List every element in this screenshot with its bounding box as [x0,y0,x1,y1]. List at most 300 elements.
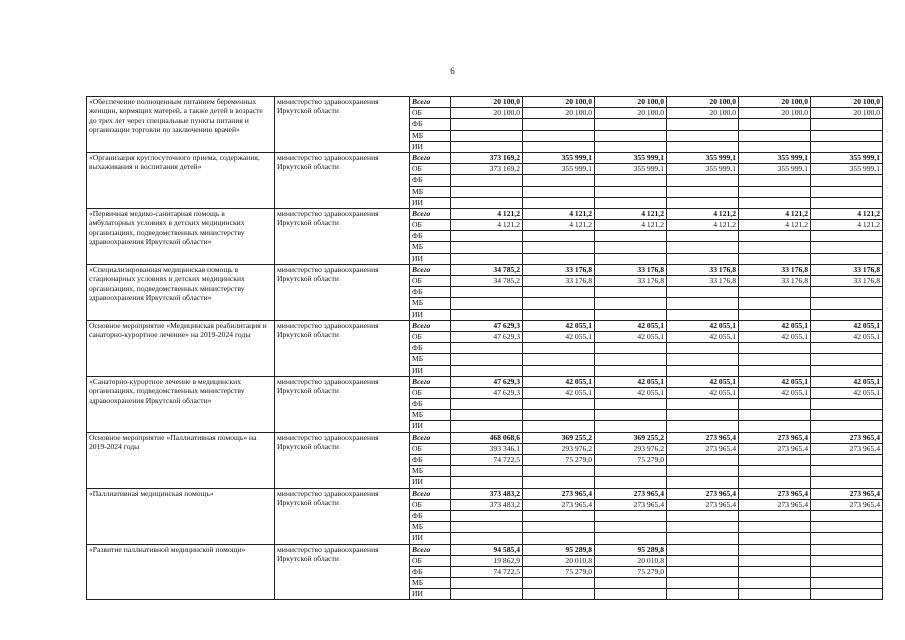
amount-cell: 75 279,0 [523,566,595,577]
amount-cell [739,365,811,376]
amount-cell: 42 055,1 [667,320,739,331]
amount-cell [811,533,883,544]
amount-cell [667,477,739,488]
funding-source-label: ФБ [410,343,451,354]
amount-cell: 33 176,8 [811,264,883,275]
amount-cell [811,197,883,208]
amount-cell [739,287,811,298]
amount-cell [595,298,667,309]
amount-cell [667,544,739,555]
amount-cell [595,578,667,589]
responsible-executor: министерство здравоохранения Иркутской области [275,544,410,600]
amount-cell: 273 965,4 [667,443,739,454]
amount-cell [667,197,739,208]
responsible-executor: министерство здравоохранения Иркутской области [275,208,410,264]
amount-cell: 4 121,2 [523,208,595,219]
amount-cell [811,522,883,533]
amount-cell [811,287,883,298]
amount-cell [667,399,739,410]
amount-cell [595,510,667,521]
funding-source-label: ОБ [410,499,451,510]
amount-cell: 273 965,4 [667,488,739,499]
amount-cell: 42 055,1 [595,387,667,398]
funding-source-label: ОБ [410,331,451,342]
amount-cell [667,298,739,309]
amount-cell [739,119,811,130]
funding-source-label: Всего [410,432,451,443]
amount-cell: 42 055,1 [739,331,811,342]
amount-cell: 4 121,2 [451,220,523,231]
amount-cell: 20 010,8 [595,555,667,566]
responsible-executor: министерство здравоохранения Иркутской области [275,152,410,208]
amount-cell [739,354,811,365]
amount-cell [451,253,523,264]
table-row-total [87,488,883,499]
amount-cell [595,410,667,421]
amount-cell: 42 055,1 [739,376,811,387]
amount-cell [811,421,883,432]
amount-cell: 20 100,0 [451,108,523,119]
amount-cell: 20 100,0 [523,108,595,119]
amount-cell: 355 999,1 [739,152,811,163]
funding-source-label: ОБ [410,555,451,566]
amount-cell: 355 999,1 [667,164,739,175]
amount-cell [451,119,523,130]
amount-cell [523,130,595,141]
amount-cell [667,510,739,521]
amount-cell [595,466,667,477]
amount-cell: 33 176,8 [811,276,883,287]
amount-cell [595,522,667,533]
amount-cell: 34 785,2 [451,264,523,275]
amount-cell: 33 176,8 [667,276,739,287]
amount-cell [811,544,883,555]
amount-cell [811,555,883,566]
amount-cell [451,343,523,354]
amount-cell: 468 068,6 [451,432,523,443]
funding-source-label: МБ [410,298,451,309]
amount-cell [811,466,883,477]
amount-cell: 74 722,5 [451,455,523,466]
amount-cell: 355 999,1 [811,152,883,163]
amount-cell [811,589,883,600]
amount-cell [667,566,739,577]
table-body [87,97,883,600]
funding-source-label: МБ [410,410,451,421]
amount-cell: 273 965,4 [811,432,883,443]
amount-cell: 75 279,0 [595,455,667,466]
amount-cell [451,533,523,544]
amount-cell [811,566,883,577]
table-row-total [87,208,883,219]
amount-cell: 273 965,4 [595,488,667,499]
amount-cell: 75 279,0 [595,566,667,577]
funding-source-label: ИИ [410,589,451,600]
amount-cell: 47 629,3 [451,320,523,331]
amount-cell [667,130,739,141]
amount-cell [523,343,595,354]
amount-cell [811,298,883,309]
amount-cell [595,287,667,298]
amount-cell [523,197,595,208]
amount-cell: 20 010,8 [523,555,595,566]
amount-cell [739,589,811,600]
amount-cell [523,365,595,376]
amount-cell: 293 976,2 [595,443,667,454]
amount-cell [595,421,667,432]
amount-cell [595,589,667,600]
amount-cell: 20 100,0 [667,97,739,108]
amount-cell [667,309,739,320]
amount-cell: 42 055,1 [523,376,595,387]
amount-cell: 42 055,1 [667,376,739,387]
measure-name: «Организация круглосуточного приема, содержания, выхаживания и воспитания детей» [87,152,275,208]
amount-cell: 33 176,8 [595,276,667,287]
amount-cell [811,175,883,186]
amount-cell: 42 055,1 [667,331,739,342]
funding-source-label: ОБ [410,443,451,454]
amount-cell [667,589,739,600]
amount-cell [451,365,523,376]
amount-cell: 33 176,8 [739,276,811,287]
amount-cell: 42 055,1 [811,320,883,331]
amount-cell [523,466,595,477]
funding-source-label: ИИ [410,477,451,488]
funding-source-label: МБ [410,130,451,141]
amount-cell: 355 999,1 [523,164,595,175]
amount-cell [595,119,667,130]
amount-cell [523,421,595,432]
funding-source-label: Всего [410,264,451,275]
measure-name: «Первичная медико-санитарная помощь в амбулаторных условиях в детских медицинских организациях, подведомственных министерству здравоохранения Иркутской области» [87,208,275,264]
amount-cell [739,477,811,488]
amount-cell: 42 055,1 [595,376,667,387]
amount-cell: 355 999,1 [523,152,595,163]
amount-cell [811,242,883,253]
responsible-executor: министерство здравоохранения Иркутской области [275,264,410,320]
amount-cell: 273 965,4 [811,443,883,454]
amount-cell: 33 176,8 [523,276,595,287]
amount-cell: 20 100,0 [739,108,811,119]
amount-cell: 4 121,2 [667,208,739,219]
amount-cell [739,309,811,320]
amount-cell [811,343,883,354]
amount-cell: 34 785,2 [451,276,523,287]
amount-cell [811,510,883,521]
amount-cell [739,522,811,533]
amount-cell: 373 169,2 [451,152,523,163]
amount-cell [739,578,811,589]
amount-cell [667,410,739,421]
amount-cell [739,455,811,466]
amount-cell: 355 999,1 [667,152,739,163]
amount-cell: 95 289,8 [523,544,595,555]
amount-cell [595,399,667,410]
amount-cell [667,354,739,365]
amount-cell [451,410,523,421]
table-row-total [87,432,883,443]
funding-source-label: Всего [410,488,451,499]
funding-source-label: МБ [410,354,451,365]
amount-cell: 355 999,1 [595,164,667,175]
amount-cell [667,578,739,589]
measure-name: Основное мероприятие «Паллиативная помощь» на 2019-2024 годы [87,432,275,488]
amount-cell: 293 976,2 [523,443,595,454]
amount-cell: 4 121,2 [595,220,667,231]
amount-cell [595,477,667,488]
amount-cell [523,231,595,242]
amount-cell [811,365,883,376]
amount-cell [523,522,595,533]
amount-cell [739,510,811,521]
amount-cell [451,477,523,488]
amount-cell: 373 169,2 [451,164,523,175]
amount-cell: 373 483,2 [451,488,523,499]
amount-cell: 355 999,1 [595,152,667,163]
amount-cell [667,555,739,566]
amount-cell [811,119,883,130]
amount-cell: 19 862,9 [451,555,523,566]
responsible-executor: министерство здравоохранения Иркутской области [275,320,410,376]
amount-cell: 369 255,2 [523,432,595,443]
amount-cell [523,141,595,152]
funding-source-label: ФБ [410,287,451,298]
funding-source-label: ОБ [410,164,451,175]
funding-source-label: МБ [410,186,451,197]
amount-cell [523,119,595,130]
amount-cell: 273 965,4 [811,499,883,510]
amount-cell [451,589,523,600]
funding-source-label: Всего [410,208,451,219]
amount-cell: 4 121,2 [739,220,811,231]
page-number: 6 [450,66,455,76]
amount-cell [667,466,739,477]
amount-cell: 4 121,2 [811,208,883,219]
measure-name: «Развитие паллиативной медицинской помощи» [87,544,275,600]
amount-cell [739,466,811,477]
amount-cell: 355 999,1 [811,164,883,175]
amount-cell [667,242,739,253]
amount-cell [451,231,523,242]
amount-cell [595,197,667,208]
measure-name: «Санаторно-курортное лечение в медицинских организациях, подведомственных министерству здравоохранения Иркутской области» [87,376,275,432]
funding-source-label: ИИ [410,365,451,376]
funding-source-label: ИИ [410,533,451,544]
funding-source-label: ИИ [410,253,451,264]
amount-cell [739,410,811,421]
funding-source-label: ФБ [410,231,451,242]
amount-cell: 20 100,0 [667,108,739,119]
amount-cell: 20 100,0 [595,97,667,108]
amount-cell [811,354,883,365]
table-row-total [87,376,883,387]
amount-cell: 42 055,1 [739,320,811,331]
amount-cell: 273 965,4 [523,488,595,499]
amount-cell: 75 279,0 [523,455,595,466]
amount-cell [523,175,595,186]
amount-cell [523,186,595,197]
amount-cell [739,130,811,141]
budget-table [86,96,883,600]
amount-cell [667,533,739,544]
amount-cell [451,175,523,186]
amount-cell [595,253,667,264]
amount-cell [523,589,595,600]
funding-source-label: ФБ [410,566,451,577]
amount-cell: 42 055,1 [523,387,595,398]
funding-source-label: ФБ [410,455,451,466]
amount-cell: 4 121,2 [739,208,811,219]
amount-cell [451,354,523,365]
amount-cell: 4 121,2 [451,208,523,219]
funding-source-label: ОБ [410,220,451,231]
amount-cell [811,455,883,466]
amount-cell [739,231,811,242]
amount-cell [667,365,739,376]
amount-cell [811,130,883,141]
measure-name: «Паллиативная медицинская помощь» [87,488,275,544]
amount-cell: 373 483,2 [451,499,523,510]
amount-cell [523,287,595,298]
amount-cell [739,566,811,577]
amount-cell: 42 055,1 [523,331,595,342]
amount-cell [811,253,883,264]
amount-cell [451,298,523,309]
funding-source-label: Всего [410,152,451,163]
amount-cell: 94 585,4 [451,544,523,555]
amount-cell: 20 100,0 [811,97,883,108]
responsible-executor: министерство здравоохранения Иркутской области [275,488,410,544]
amount-cell [451,141,523,152]
amount-cell [739,197,811,208]
amount-cell: 4 121,2 [595,208,667,219]
table-row-total [87,264,883,275]
amount-cell: 42 055,1 [739,387,811,398]
amount-cell: 369 255,2 [595,432,667,443]
amount-cell [451,466,523,477]
table-row-total [87,320,883,331]
amount-cell [739,533,811,544]
table-row-total [87,97,883,108]
amount-cell: 42 055,1 [811,376,883,387]
amount-cell [451,399,523,410]
amount-cell [739,555,811,566]
amount-cell [811,309,883,320]
amount-cell: 273 965,4 [667,499,739,510]
amount-cell: 33 176,8 [739,264,811,275]
amount-cell [451,130,523,141]
amount-cell: 42 055,1 [811,331,883,342]
funding-source-label: ФБ [410,399,451,410]
funding-source-label: МБ [410,522,451,533]
amount-cell [523,578,595,589]
amount-cell: 47 629,3 [451,331,523,342]
amount-cell [667,421,739,432]
funding-source-label: ОБ [410,276,451,287]
amount-cell [451,309,523,320]
funding-source-label: Всего [410,376,451,387]
amount-cell [667,343,739,354]
amount-cell [451,421,523,432]
amount-cell [595,141,667,152]
amount-cell [739,544,811,555]
funding-source-label: ИИ [410,141,451,152]
amount-cell: 42 055,1 [595,320,667,331]
amount-cell: 273 965,4 [739,488,811,499]
table-row-total [87,544,883,555]
measure-name: Основное мероприятие «Медицинская реабилитация и санаторно-курортное лечение» на 2019-2024 годы [87,320,275,376]
amount-cell [595,175,667,186]
amount-cell [523,510,595,521]
funding-source-label: Всего [410,544,451,555]
amount-cell [595,343,667,354]
amount-cell [811,410,883,421]
amount-cell [739,253,811,264]
amount-cell [739,186,811,197]
amount-cell [523,354,595,365]
amount-cell [523,477,595,488]
amount-cell: 47 629,3 [451,376,523,387]
amount-cell [523,309,595,320]
amount-cell: 273 965,4 [739,432,811,443]
funding-source-label: ИИ [410,309,451,320]
funding-source-label: ОБ [410,387,451,398]
amount-cell [667,522,739,533]
table-row-total [87,152,883,163]
amount-cell [667,186,739,197]
amount-cell [595,231,667,242]
amount-cell [667,253,739,264]
amount-cell [739,298,811,309]
amount-cell: 273 965,4 [739,499,811,510]
amount-cell: 273 965,4 [667,432,739,443]
funding-source-label: МБ [410,578,451,589]
amount-cell: 42 055,1 [667,387,739,398]
amount-cell [523,399,595,410]
amount-cell [595,186,667,197]
funding-source-label: ФБ [410,510,451,521]
amount-cell [451,510,523,521]
amount-cell [595,242,667,253]
amount-cell: 33 176,8 [523,264,595,275]
amount-cell [523,242,595,253]
amount-cell [523,253,595,264]
amount-cell [667,287,739,298]
amount-cell [811,477,883,488]
amount-cell: 273 965,4 [595,499,667,510]
amount-cell: 355 999,1 [739,164,811,175]
amount-cell: 4 121,2 [523,220,595,231]
amount-cell [667,455,739,466]
amount-cell [451,186,523,197]
funding-source-label: ФБ [410,119,451,130]
amount-cell: 95 289,8 [595,544,667,555]
funding-source-label: ФБ [410,175,451,186]
amount-cell: 273 965,4 [739,443,811,454]
amount-cell [523,298,595,309]
amount-cell [739,421,811,432]
amount-cell [595,365,667,376]
amount-cell [811,186,883,197]
amount-cell [595,533,667,544]
funding-source-label: ОБ [410,108,451,119]
responsible-executor: министерство здравоохранения Иркутской области [275,376,410,432]
amount-cell [595,309,667,320]
responsible-executor: министерство здравоохранения Иркутской области [275,97,410,153]
amount-cell [451,242,523,253]
amount-cell: 33 176,8 [595,264,667,275]
amount-cell: 20 100,0 [739,97,811,108]
